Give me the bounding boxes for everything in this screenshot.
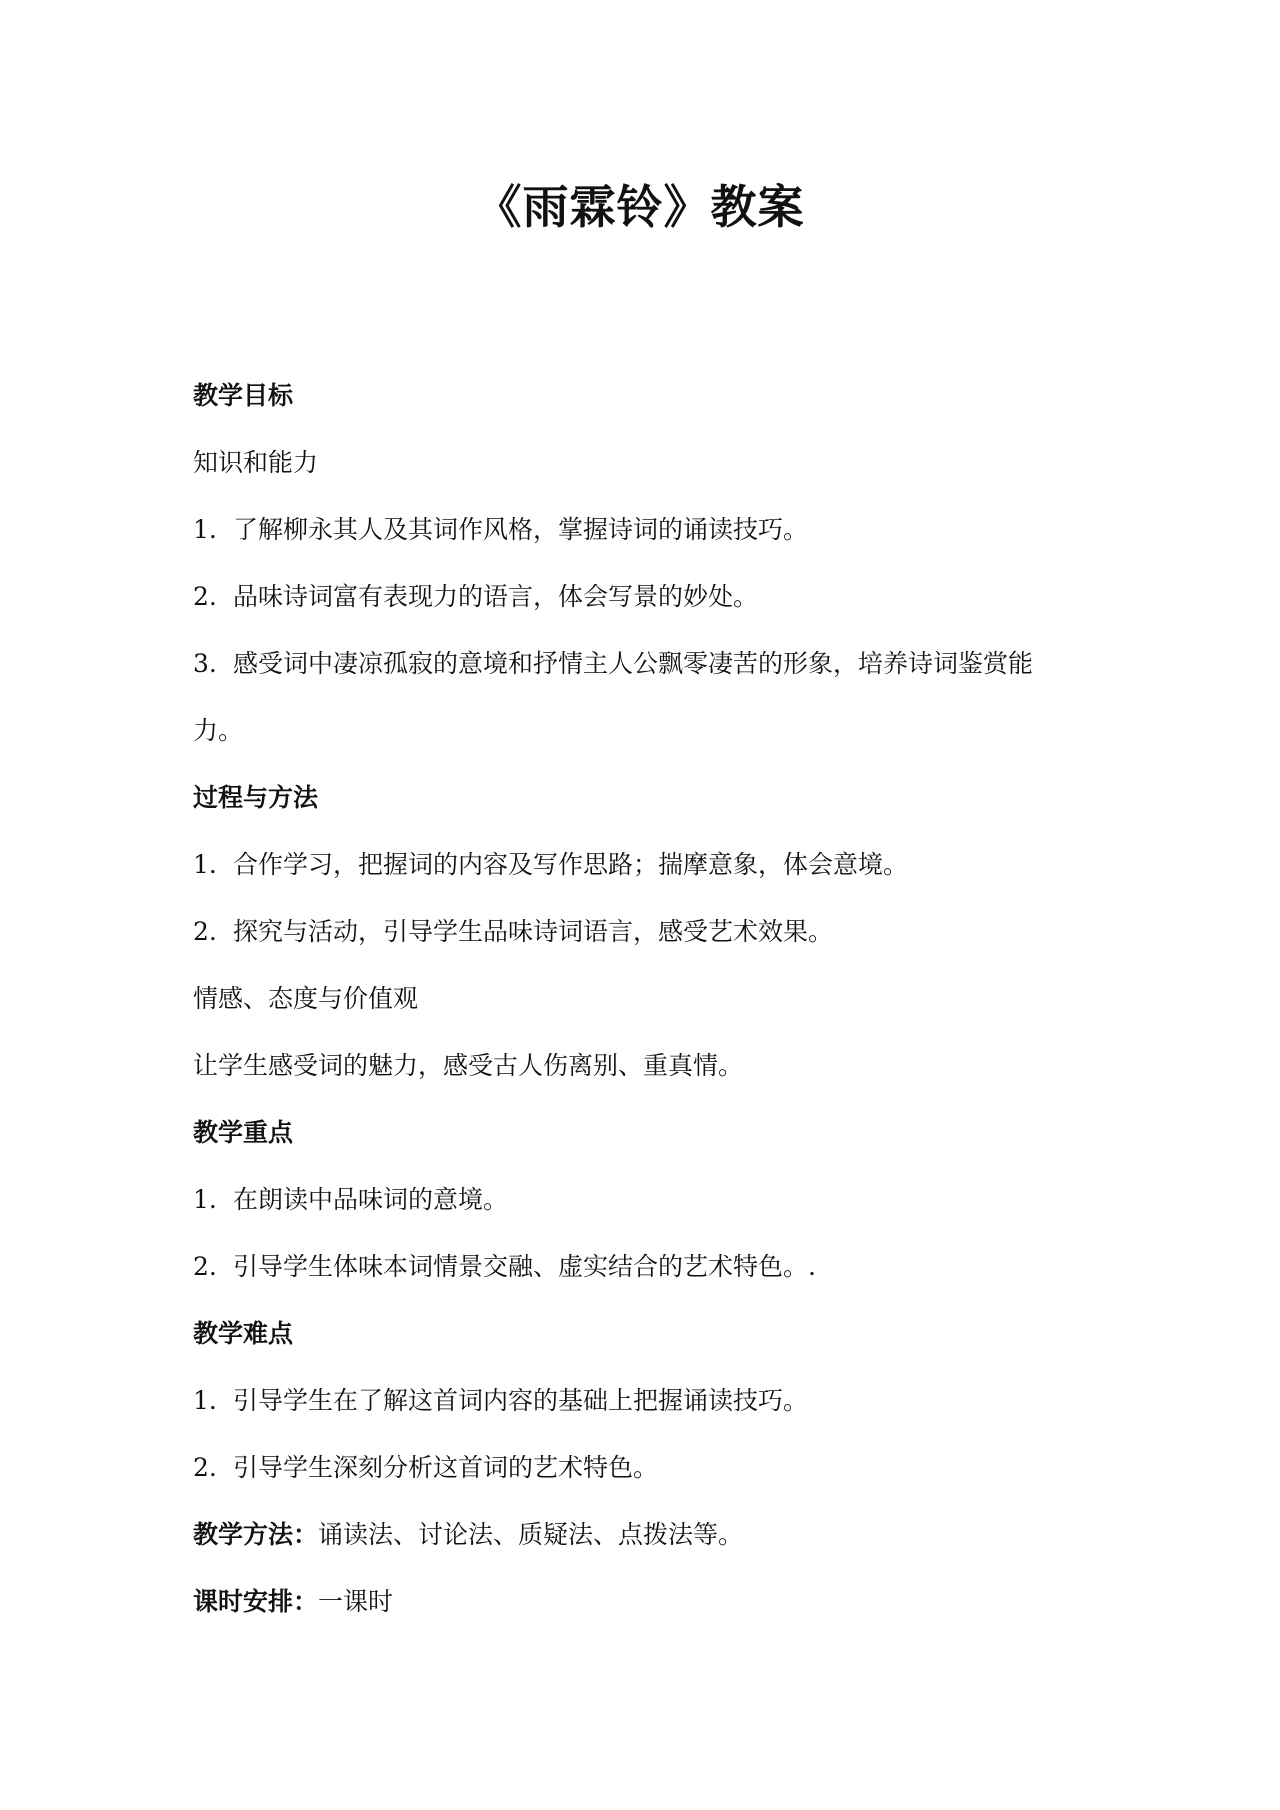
process-item (193, 831, 1093, 898)
list-number: 2. (193, 1252, 217, 1281)
document-body (193, 362, 1093, 1635)
emotion-heading: 情感、态度与价值观 (193, 984, 419, 1013)
difficulties-heading: 教学难点 (193, 1319, 294, 1348)
knowledge-item (193, 563, 1093, 630)
list-text: 品味诗词富有表现力的语言，体会写景的妙处。 (233, 582, 759, 611)
difficulty-item (193, 1367, 1093, 1434)
list-text: 了解柳永其人及其词作风格，掌握诗词的诵读技巧。 (233, 515, 809, 544)
knowledge-heading: 知识和能力 (193, 448, 319, 477)
list-text: 探究与活动，引导学生品味诗词语言，感受艺术效果。 (233, 917, 834, 946)
list-text: 合作学习，把握词的内容及写作思路；揣摩意象，体会意境。 (233, 850, 909, 879)
knowledge-item-continuation: 力。 (193, 716, 244, 745)
schedule-label: 课时安排： (193, 1587, 319, 1616)
list-number: 1. (193, 1386, 217, 1415)
knowledge-item (193, 496, 1093, 563)
list-text: 感受词中凄凉孤寂的意境和抒情主人公飘零凄苦的形象，培养诗词鉴赏能 (233, 649, 1034, 678)
list-number: 2. (193, 917, 217, 946)
key-points-heading: 教学重点 (193, 1118, 294, 1147)
process-item (193, 898, 1093, 965)
knowledge-item (193, 630, 1093, 697)
list-text: 在朗读中品味词的意境。 (233, 1185, 509, 1214)
list-number: 1. (193, 850, 217, 879)
list-number: 2. (193, 1453, 217, 1482)
methods-label: 教学方法： (193, 1520, 319, 1549)
list-number: 2. (193, 582, 217, 611)
list-text: 引导学生在了解这首词内容的基础上把握诵读技巧。 (233, 1386, 809, 1415)
methods-line (193, 1501, 1093, 1568)
methods-text: 诵读法、讨论法、质疑法、点拨法等。 (318, 1520, 744, 1549)
key-point-item (193, 1166, 1093, 1233)
list-number: 1. (193, 515, 217, 544)
list-number: 1. (193, 1185, 217, 1214)
emotion-text: 让学生感受词的魅力，感受古人伤离别、重真情。 (193, 1051, 744, 1080)
list-text: 引导学生体味本词情景交融、虚实结合的艺术特色。. (233, 1252, 816, 1281)
key-point-item (193, 1233, 1093, 1300)
list-number: 3. (193, 649, 217, 678)
difficulty-item (193, 1434, 1093, 1501)
document-title: 《雨霖铃》教案 (475, 180, 805, 234)
schedule-line (193, 1568, 1093, 1635)
objectives-heading: 教学目标 (193, 381, 294, 410)
process-heading: 过程与方法 (193, 783, 319, 812)
list-text: 引导学生深刻分析这首词的艺术特色。 (233, 1453, 659, 1482)
schedule-text: 一课时 (318, 1587, 394, 1616)
